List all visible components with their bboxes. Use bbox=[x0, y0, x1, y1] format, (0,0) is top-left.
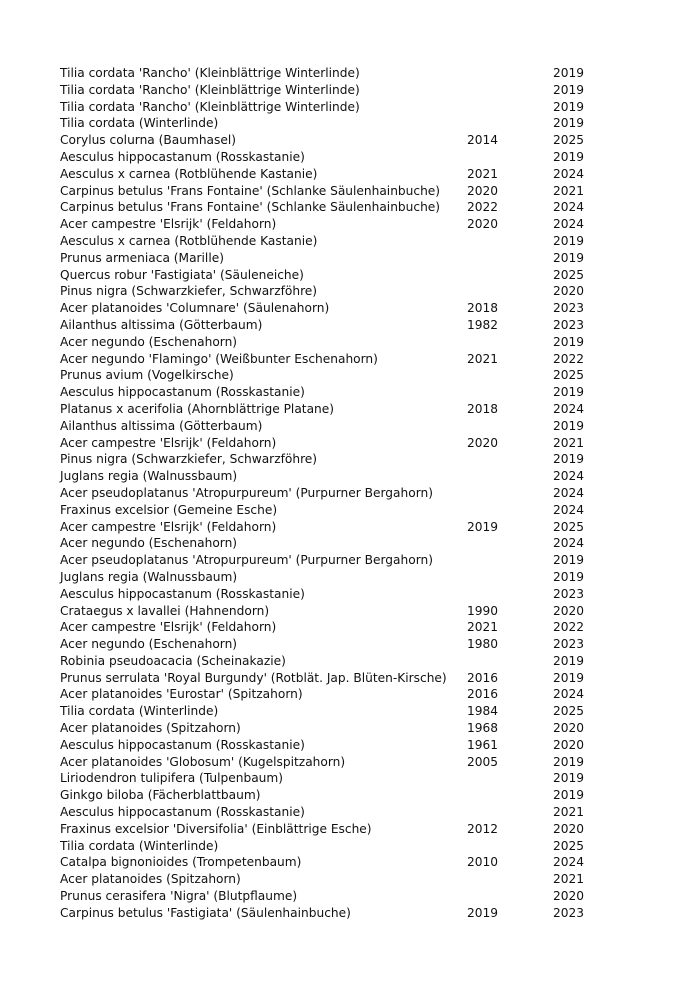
year-one-cell: 2012 bbox=[467, 821, 499, 836]
table-row bbox=[60, 603, 593, 620]
year-two-cell: 2019 bbox=[553, 754, 585, 769]
tree-name-cell: Prunus avium (Vogelkirsche) bbox=[60, 368, 234, 383]
year-one-cell bbox=[467, 250, 553, 267]
year-two-cell: 2025 bbox=[553, 368, 585, 383]
table-row bbox=[60, 283, 593, 300]
tree-name-cell: Ailanthus altissima (Götterbaum) bbox=[60, 317, 263, 332]
year-two-cell: 2025 bbox=[553, 267, 585, 282]
year-one-cell bbox=[467, 233, 553, 250]
tree-name-cell: Tilia cordata (Winterlinde) bbox=[60, 704, 219, 719]
year-two-cell: 2022 bbox=[553, 620, 585, 635]
tree-name-cell: Acer platanoides 'Eurostar' (Spitzahorn) bbox=[60, 687, 303, 702]
table-row bbox=[60, 468, 593, 485]
year-two-cell: 2025 bbox=[553, 838, 585, 853]
year-two-cell: 2019 bbox=[553, 385, 585, 400]
year-two-cell: 2024 bbox=[553, 166, 585, 181]
year-two-cell: 2023 bbox=[553, 637, 585, 652]
year-one-cell bbox=[467, 485, 553, 502]
tree-name-cell: Aesculus x carnea (Rotblühende Kastanie) bbox=[60, 233, 318, 248]
table-row bbox=[60, 888, 593, 905]
year-one-cell: 1961 bbox=[467, 737, 499, 752]
year-one-cell bbox=[467, 65, 553, 82]
table-row bbox=[60, 149, 593, 166]
table-row bbox=[60, 334, 593, 351]
table-row bbox=[60, 871, 593, 888]
tree-name-cell: Platanus x acerifolia (Ahornblättrige Platane) bbox=[60, 401, 335, 416]
year-two-cell: 2019 bbox=[553, 418, 585, 433]
tree-name-cell: Aesculus hippocastanum (Rosskastanie) bbox=[60, 385, 305, 400]
year-one-cell: 2016 bbox=[467, 670, 499, 685]
tree-name-cell: Acer negundo (Eschenahorn) bbox=[60, 536, 238, 551]
table-row bbox=[60, 838, 593, 855]
tree-name-cell: Carpinus betulus 'Fastigiata' (Säulenhainbuche) bbox=[60, 905, 351, 920]
year-two-cell: 2022 bbox=[553, 351, 585, 366]
year-two-cell: 2019 bbox=[553, 233, 585, 248]
table-row bbox=[60, 636, 593, 653]
year-two-cell: 2024 bbox=[553, 502, 585, 517]
year-one-cell: 2021 bbox=[467, 351, 499, 366]
year-one-cell bbox=[467, 569, 553, 586]
tree-list-table bbox=[60, 65, 593, 922]
year-two-cell: 2019 bbox=[553, 653, 585, 668]
table-row bbox=[60, 821, 593, 838]
year-two-cell: 2019 bbox=[553, 99, 585, 114]
year-one-cell bbox=[467, 367, 553, 384]
table-row bbox=[60, 686, 593, 703]
table-row bbox=[60, 787, 593, 804]
year-one-cell bbox=[467, 888, 553, 905]
tree-name-cell: Ailanthus altissima (Götterbaum) bbox=[60, 418, 263, 433]
year-one-cell bbox=[467, 586, 553, 603]
table-row bbox=[60, 754, 593, 771]
table-row bbox=[60, 351, 593, 368]
year-one-cell bbox=[467, 99, 553, 116]
table-row bbox=[60, 502, 593, 519]
table-row bbox=[60, 535, 593, 552]
tree-name-cell: Fraxinus excelsior 'Diversifolia' (Einblättrige Esche) bbox=[60, 821, 372, 836]
table-row bbox=[60, 115, 593, 132]
table-row bbox=[60, 384, 593, 401]
year-one-cell bbox=[467, 787, 553, 804]
tree-name-cell: Acer platanoides (Spitzahorn) bbox=[60, 872, 241, 887]
year-one-cell: 2010 bbox=[467, 855, 499, 870]
year-two-cell: 2023 bbox=[553, 905, 585, 920]
year-one-cell: 1968 bbox=[467, 721, 499, 736]
table-row bbox=[60, 451, 593, 468]
table-row bbox=[60, 552, 593, 569]
year-two-cell: 2020 bbox=[553, 821, 585, 836]
table-row bbox=[60, 132, 593, 149]
tree-name-cell: Tilia cordata 'Rancho' (Kleinblättrige Winterlinde) bbox=[60, 66, 360, 80]
year-one-cell bbox=[467, 418, 553, 435]
year-one-cell bbox=[467, 283, 553, 300]
year-one-cell bbox=[467, 838, 553, 855]
tree-name-cell: Acer platanoides 'Globosum' (Kugelspitzahorn) bbox=[60, 754, 346, 769]
year-two-cell: 2019 bbox=[553, 149, 585, 164]
year-one-cell: 1984 bbox=[467, 704, 499, 719]
year-one-cell bbox=[467, 115, 553, 132]
year-one-cell: 2005 bbox=[467, 754, 499, 769]
tree-name-cell: Juglans regia (Walnussbaum) bbox=[60, 569, 238, 584]
year-two-cell: 2020 bbox=[553, 721, 585, 736]
year-one-cell: 2016 bbox=[467, 687, 499, 702]
year-two-cell: 2019 bbox=[553, 334, 585, 349]
year-two-cell: 2024 bbox=[553, 401, 585, 416]
tree-list-body bbox=[60, 65, 593, 922]
year-one-cell bbox=[467, 502, 553, 519]
year-two-cell: 2023 bbox=[553, 301, 585, 316]
tree-name-cell: Prunus serrulata 'Royal Burgundy' (Rotblät. Jap. Blüten-Kirsche) bbox=[60, 670, 447, 685]
table-row bbox=[60, 317, 593, 334]
table-row bbox=[60, 854, 593, 871]
table-row bbox=[60, 703, 593, 720]
tree-name-cell: Pinus nigra (Schwarzkiefer, Schwarzföhre) bbox=[60, 284, 318, 299]
year-one-cell bbox=[467, 535, 553, 552]
tree-name-cell: Aesculus hippocastanum (Rosskastanie) bbox=[60, 586, 305, 601]
year-two-cell: 2025 bbox=[553, 704, 585, 719]
tree-name-cell: Prunus armeniaca (Marille) bbox=[60, 250, 224, 265]
year-one-cell bbox=[467, 871, 553, 888]
table-row bbox=[60, 199, 593, 216]
year-one-cell: 2021 bbox=[467, 166, 499, 181]
tree-name-cell: Acer campestre 'Elsrijk' (Feldahorn) bbox=[60, 435, 277, 450]
year-one-cell bbox=[467, 334, 553, 351]
year-two-cell: 2021 bbox=[553, 872, 585, 887]
year-one-cell: 2018 bbox=[467, 401, 499, 416]
table-row bbox=[60, 401, 593, 418]
year-two-cell: 2024 bbox=[553, 217, 585, 232]
year-one-cell: 2021 bbox=[467, 620, 499, 635]
tree-name-cell: Acer negundo (Eschenahorn) bbox=[60, 334, 238, 349]
year-two-cell: 2019 bbox=[553, 452, 585, 467]
year-one-cell bbox=[467, 82, 553, 99]
table-row bbox=[60, 485, 593, 502]
year-one-cell bbox=[467, 552, 553, 569]
year-two-cell: 2019 bbox=[553, 670, 585, 685]
table-row bbox=[60, 250, 593, 267]
year-one-cell bbox=[467, 770, 553, 787]
table-row bbox=[60, 99, 593, 116]
tree-name-cell: Aesculus hippocastanum (Rosskastanie) bbox=[60, 805, 305, 820]
table-row bbox=[60, 670, 593, 687]
year-one-cell bbox=[467, 653, 553, 670]
tree-name-cell: Acer campestre 'Elsrijk' (Feldahorn) bbox=[60, 217, 277, 232]
table-row bbox=[60, 653, 593, 670]
year-one-cell: 2018 bbox=[467, 301, 499, 316]
year-one-cell bbox=[467, 451, 553, 468]
table-row bbox=[60, 65, 593, 82]
table-row bbox=[60, 367, 593, 384]
tree-name-cell: Ginkgo biloba (Fächerblattbaum) bbox=[60, 788, 261, 803]
table-row bbox=[60, 216, 593, 233]
year-one-cell bbox=[467, 384, 553, 401]
year-two-cell: 2024 bbox=[553, 485, 585, 500]
year-two-cell: 2019 bbox=[553, 250, 585, 265]
tree-name-cell: Acer pseudoplatanus 'Atropurpureum' (Purpurner Bergahorn) bbox=[60, 553, 433, 568]
tree-name-cell: Tilia cordata (Winterlinde) bbox=[60, 116, 219, 131]
tree-name-cell: Tilia cordata 'Rancho' (Kleinblättrige Winterlinde) bbox=[60, 99, 360, 114]
table-row bbox=[60, 519, 593, 536]
year-one-cell: 1990 bbox=[467, 603, 499, 618]
tree-name-cell: Acer campestre 'Elsrijk' (Feldahorn) bbox=[60, 519, 277, 534]
tree-name-cell: Juglans regia (Walnussbaum) bbox=[60, 469, 238, 484]
year-one-cell bbox=[467, 267, 553, 284]
year-one-cell bbox=[467, 149, 553, 166]
table-row bbox=[60, 905, 593, 922]
tree-name-cell: Liriodendron tulipifera (Tulpenbaum) bbox=[60, 771, 284, 786]
year-two-cell: 2021 bbox=[553, 435, 585, 450]
table-row bbox=[60, 720, 593, 737]
table-row bbox=[60, 166, 593, 183]
table-row bbox=[60, 770, 593, 787]
year-two-cell: 2024 bbox=[553, 200, 585, 215]
tree-name-cell: Aesculus hippocastanum (Rosskastanie) bbox=[60, 149, 305, 164]
tree-name-cell: Acer platanoides (Spitzahorn) bbox=[60, 721, 241, 736]
year-two-cell: 2019 bbox=[553, 66, 585, 80]
tree-name-cell: Crataegus x lavallei (Hahnendorn) bbox=[60, 603, 270, 618]
tree-name-cell: Acer platanoides 'Columnare' (Säulenahorn) bbox=[60, 301, 330, 316]
year-two-cell: 2019 bbox=[553, 116, 585, 131]
year-two-cell: 2019 bbox=[553, 82, 585, 97]
table-row bbox=[60, 183, 593, 200]
year-two-cell: 2023 bbox=[553, 317, 585, 332]
tree-name-cell: Acer negundo (Eschenahorn) bbox=[60, 637, 238, 652]
tree-name-cell: Corylus colurna (Baumhasel) bbox=[60, 133, 237, 148]
year-one-cell: 2020 bbox=[467, 435, 499, 450]
table-row bbox=[60, 82, 593, 99]
year-two-cell: 2020 bbox=[553, 889, 585, 904]
tree-name-cell: Aesculus hippocastanum (Rosskastanie) bbox=[60, 737, 305, 752]
year-two-cell: 2024 bbox=[553, 536, 585, 551]
table-row bbox=[60, 418, 593, 435]
table-row bbox=[60, 435, 593, 452]
year-two-cell: 2023 bbox=[553, 586, 585, 601]
year-two-cell: 2025 bbox=[553, 133, 585, 148]
tree-name-cell: Acer pseudoplatanus 'Atropurpureum' (Purpurner Bergahorn) bbox=[60, 485, 433, 500]
table-row bbox=[60, 804, 593, 821]
tree-name-cell: Robinia pseudoacacia (Scheinakazie) bbox=[60, 653, 286, 668]
tree-name-cell: Tilia cordata (Winterlinde) bbox=[60, 838, 219, 853]
year-one-cell: 2020 bbox=[467, 217, 499, 232]
year-one-cell bbox=[467, 804, 553, 821]
year-two-cell: 2019 bbox=[553, 788, 585, 803]
year-one-cell: 1980 bbox=[467, 637, 499, 652]
year-two-cell: 2020 bbox=[553, 284, 585, 299]
year-one-cell: 2019 bbox=[467, 905, 499, 920]
year-one-cell: 2020 bbox=[467, 183, 499, 198]
year-one-cell: 2019 bbox=[467, 519, 499, 534]
year-one-cell: 2014 bbox=[467, 133, 499, 148]
year-one-cell bbox=[467, 468, 553, 485]
tree-name-cell: Prunus cerasifera 'Nigra' (Blutpflaume) bbox=[60, 889, 298, 904]
tree-name-cell: Acer negundo 'Flamingo' (Weißbunter Eschenahorn) bbox=[60, 351, 378, 366]
tree-name-cell: Catalpa bignonioides (Trompetenbaum) bbox=[60, 855, 302, 870]
tree-name-cell: Carpinus betulus 'Frans Fontaine' (Schlanke Säulenhainbuche) bbox=[60, 200, 441, 215]
year-two-cell: 2019 bbox=[553, 553, 585, 568]
tree-name-cell: Aesculus x carnea (Rotblühende Kastanie) bbox=[60, 166, 318, 181]
year-one-cell: 1982 bbox=[467, 317, 499, 332]
year-two-cell: 2020 bbox=[553, 603, 585, 618]
tree-name-cell: Fraxinus excelsior (Gemeine Esche) bbox=[60, 502, 278, 517]
year-two-cell: 2024 bbox=[553, 687, 585, 702]
year-two-cell: 2021 bbox=[553, 805, 585, 820]
table-row bbox=[60, 737, 593, 754]
table-row bbox=[60, 619, 593, 636]
year-two-cell: 2019 bbox=[553, 569, 585, 584]
year-two-cell: 2025 bbox=[553, 519, 585, 534]
table-row bbox=[60, 267, 593, 284]
table-row bbox=[60, 233, 593, 250]
table-row bbox=[60, 586, 593, 603]
tree-name-cell: Carpinus betulus 'Frans Fontaine' (Schlanke Säulenhainbuche) bbox=[60, 183, 441, 198]
year-two-cell: 2021 bbox=[553, 183, 585, 198]
tree-name-cell: Acer campestre 'Elsrijk' (Feldahorn) bbox=[60, 620, 277, 635]
year-two-cell: 2019 bbox=[553, 771, 585, 786]
table-row bbox=[60, 300, 593, 317]
year-two-cell: 2020 bbox=[553, 737, 585, 752]
table-row bbox=[60, 569, 593, 586]
tree-name-cell: Quercus robur 'Fastigiata' (Säuleneiche) bbox=[60, 267, 304, 282]
tree-name-cell: Tilia cordata 'Rancho' (Kleinblättrige Winterlinde) bbox=[60, 82, 360, 97]
year-two-cell: 2024 bbox=[553, 855, 585, 870]
tree-name-cell: Pinus nigra (Schwarzkiefer, Schwarzföhre) bbox=[60, 452, 318, 467]
year-two-cell: 2024 bbox=[553, 469, 585, 484]
year-one-cell: 2022 bbox=[467, 200, 499, 215]
